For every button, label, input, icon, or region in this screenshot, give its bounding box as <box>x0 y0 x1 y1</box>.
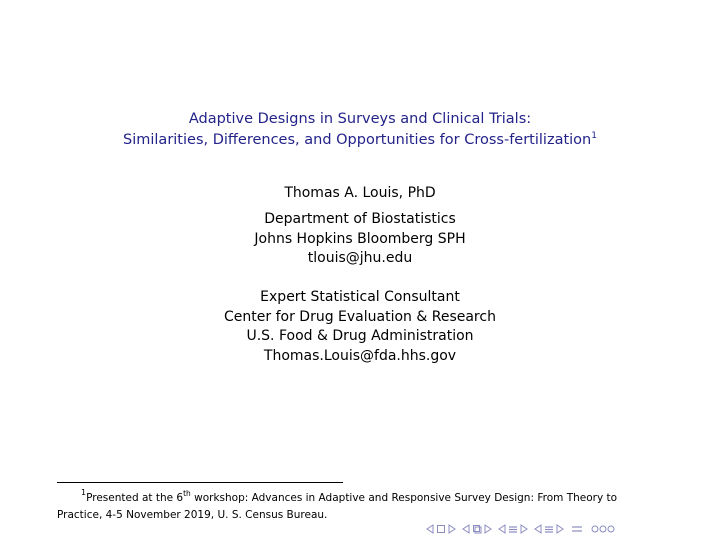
nav-group-subsection <box>462 524 492 534</box>
nav-subsection-stack-icon[interactable] <box>472 524 482 534</box>
consultant-center: Center for Drug Evaluation & Research <box>224 308 496 325</box>
affiliation-email: tlouis@jhu.edu <box>307 250 413 266</box>
nav-subsection-back-icon[interactable] <box>462 524 470 534</box>
consultant-role: Expert Statistical Consultant <box>260 289 460 305</box>
nav-frame-forward-icon[interactable] <box>448 524 456 534</box>
nav-first-icon[interactable] <box>426 524 434 534</box>
nav-group-section <box>498 524 528 534</box>
nav-section-forward-icon[interactable] <box>520 524 528 534</box>
footnote-line-2: Practice, 4-5 November 2019, U. S. Census Bureau. <box>57 509 328 521</box>
title-line-2 <box>0 130 720 150</box>
footnote-mark: 1 <box>81 488 87 497</box>
affiliation-department: Department of Biostatistics <box>264 211 456 227</box>
footnote-superscript: th <box>183 489 191 498</box>
nav-doc-back-icon[interactable] <box>534 524 542 534</box>
consultant-email: Thomas.Louis@fda.hhs.gov <box>263 347 457 364</box>
footnote-line-1 <box>57 490 657 507</box>
nav-section-back-icon[interactable] <box>498 524 506 534</box>
consultant-agency: U.S. Food & Drug Administration <box>246 328 474 344</box>
footnote-text-a: Presented at the 6 <box>86 492 184 504</box>
nav-subsection-forward-icon[interactable] <box>484 524 492 534</box>
affiliation-school: Johns Hopkins Bloomberg SPH <box>254 230 466 247</box>
title-line-1: Adaptive Designs in Surveys and Clinical Trials: <box>188 111 532 127</box>
nav-section-lines-icon[interactable] <box>508 524 518 534</box>
nav-search-icon[interactable] <box>590 524 616 534</box>
nav-frame-back-icon[interactable] <box>436 524 446 534</box>
nav-group-document <box>534 524 564 534</box>
nav-align-icon[interactable] <box>570 524 584 534</box>
footnote-rule <box>57 482 343 483</box>
nav-group-frame <box>426 524 456 534</box>
title-line-2-text: Similarities, Differences, and Opportunities for Cross-fertilization <box>123 132 592 148</box>
title-footnote-mark[interactable]: 1 <box>591 131 597 141</box>
footnote-text-b: workshop: Advances in Adaptive and Responsive Survey Design: From Theory to <box>190 492 618 504</box>
footnote <box>57 490 657 523</box>
author-name: Thomas A. Louis, PhD <box>284 185 436 201</box>
beamer-nav-bar <box>426 522 616 536</box>
nav-doc-forward-icon[interactable] <box>556 524 564 534</box>
nav-doc-lines-icon[interactable] <box>544 524 554 534</box>
